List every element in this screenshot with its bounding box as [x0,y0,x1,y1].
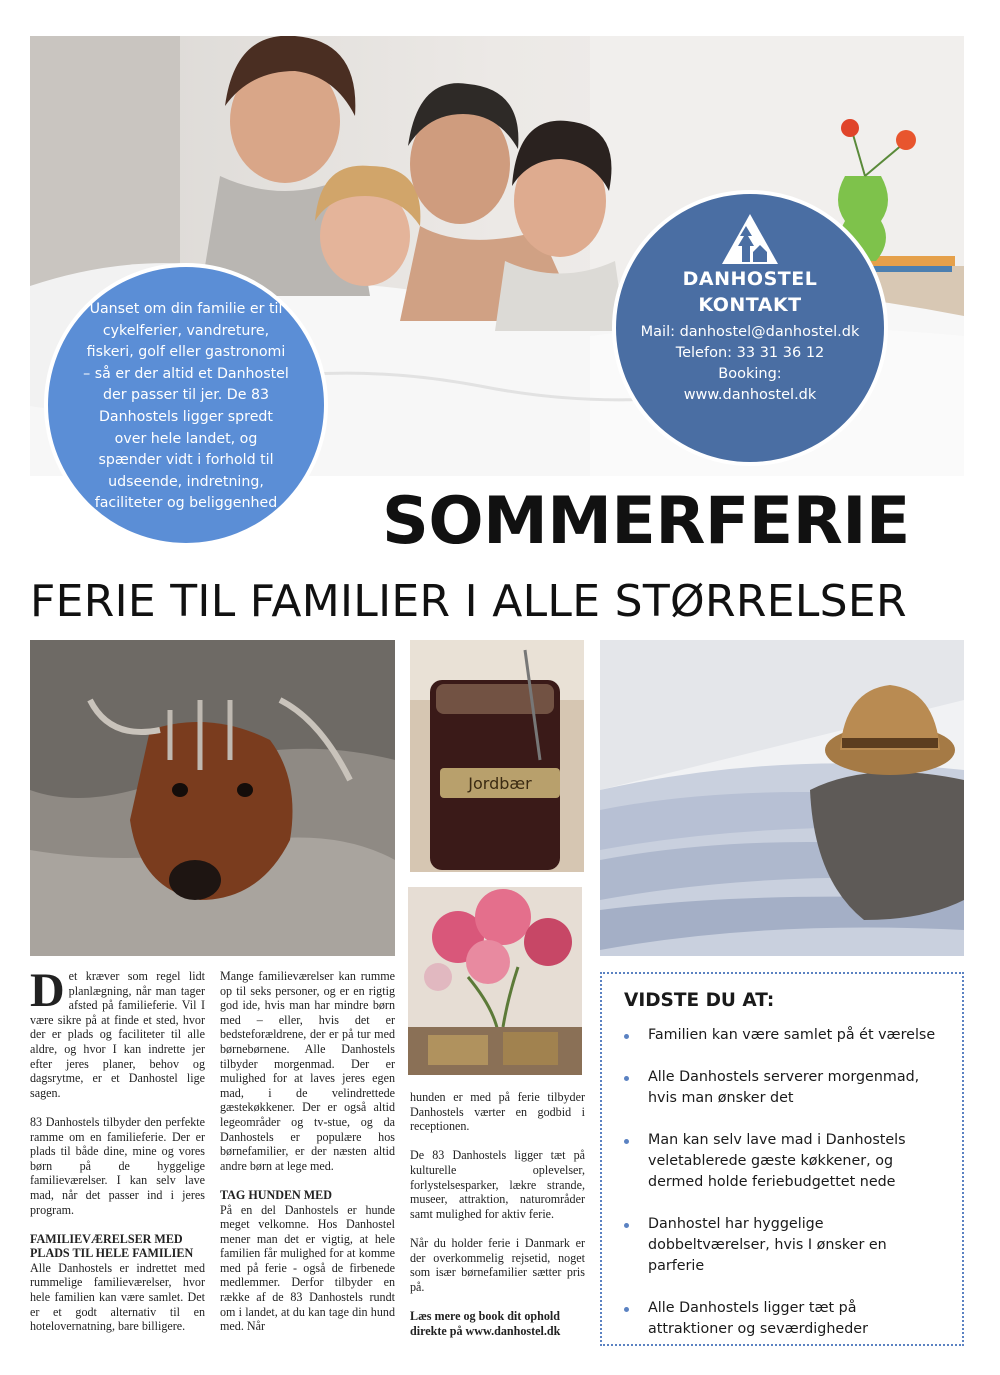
facts-list [624,1025,942,1340]
page-subtitle: FERIE TIL FAMILIER I ALLE STØRRELSER [30,576,907,627]
contact-booking-link[interactable]: www.danhostel.dk [683,387,817,403]
list-item: Alle Danhostels ligger tæt på attraktioner og seværdigheder [624,1298,942,1340]
contact-phone[interactable]: Telefon: 33 31 36 12 [675,345,825,361]
article-p5: På en del Danhostels er hunde meget velkomne. Hos Danhostel mener man det er vigtig, at hele familien får mulighed for at komme med på ferie - også de firbenede medlemmer. Derfor tilbyder en række af de 83 Danhostels rundt om i landet, at du kan tage din hund med. Når [220,1202,395,1334]
section-heading-family: FAMILIEVÆRELSER MED PLADS TIL HELE FAMILIEN [30,1231,194,1261]
article-column-3 [410,1090,585,1353]
article-intro-paragraph [30,964,205,1100]
article-p6: hunden er med på ferie tilbyder Danhostels værter en godbid i receptionen. [410,1090,585,1134]
list-item: Alle Danhostels serverer morgenmad, hvis man ønsker det [624,1067,942,1109]
bedding-hat-photo [600,640,964,956]
intro-circle [44,263,328,547]
dropcap-letter: D [30,964,65,1017]
article-closing-link[interactable]: Læs mere og book dit ophold direkte på www.danhostel.dk [410,1308,561,1338]
contact-booking-label: Booking: [718,366,782,382]
contact-circle [612,190,888,466]
contact-brand-line1: DANHOSTEL [682,268,818,290]
article-p2: 83 Danhostels tilbyder den perfekte ramme om en familieferie. Der er plads til både dine, mine og vores børn på de hyggelige familieværelser. I kan selv lave mad, når det passer ind i jeres program. [30,1114,205,1217]
jar-label-text: Jordbær [468,774,532,793]
facts-title: VIDSTE DU AT: [624,990,775,1011]
page-title: SOMMERFERIE [382,484,910,559]
dog-blanket-photo [30,640,395,956]
contact-brand-line2: KONTAKT [698,294,802,316]
flowers-photo [408,887,582,1075]
jam-jar-photo [410,640,584,872]
article-p1: et kræver som regel lidt planlægning, når man tager afsted på familieferie. Vil I være sikre på at finde et sted, hvor der er plads og faciliteter til alle aldre, og hvor I kan indrette jer efter jeres planer, behov og dagsrytme, er et Danhostel lige sagen. [30,969,205,1100]
contact-mail[interactable]: Mail: danhostel@danhostel.dk [640,324,860,340]
article-column-2 [220,969,395,1348]
list-item: Familien kan være samlet på ét værelse [624,1025,942,1046]
article-p4: Mange familieværelser kan rumme op til seks personer, og er en rigtig god ide, hvis man har mindre børn med – eller, hvis det er bedsteforældrene, der er på tur med børnebørnene. Alle Danhostels tilbyder morgenmad. Der er mulighed for at laves jeres egen mad, i de velindrettede gæstekøkkener. Der er også altid legeområder og tv-stue, og da Danhostels er populære hos børnefamilier, er der næsten altid andre børn at lege med. [220,969,395,1173]
list-item: Danhostel har hyggelige dobbeltværelser, hvis I ønsker en parferie [624,1214,942,1277]
article-column-1 [30,964,205,1348]
list-item: Man kan selv lave mad i Danhostels veletablerede gæste køkkener, og dermed holde feriebudgettet nede [624,1130,942,1193]
danhostel-logo-icon [720,212,780,266]
section-heading-dog: TAG HUNDEN MED [220,1187,332,1202]
article-p7: De 83 Danhostels ligger tæt på kulturelle oplevelser, forlystelsesparker, lækre strande, museer, attraktion, naturområder samt mulighed for aktiv ferie. [410,1148,585,1221]
facts-box [600,972,964,1346]
article-p3: Alle Danhostels er indrettet med rummelige familieværelser, hvor hele familien kan være samlet. Det er et godt alternativ til en hotelovernatning, bare billigere. [30,1260,205,1334]
article-p8: Når du holder ferie i Danmark er der overkommelig rejsetid, noget som især børnefamilier sætter pris på. [410,1235,585,1294]
intro-text: Uanset om din familie er til cykelferier, vandreture, fiskeri, golf eller gastronomi – så er der altid et Danhostel der passer til jer. De 83 Danhostels ligger spredt over hele landet, og spænder vidt i forhold til udseende, indretning, faciliteter og beliggenhed [83,301,289,512]
